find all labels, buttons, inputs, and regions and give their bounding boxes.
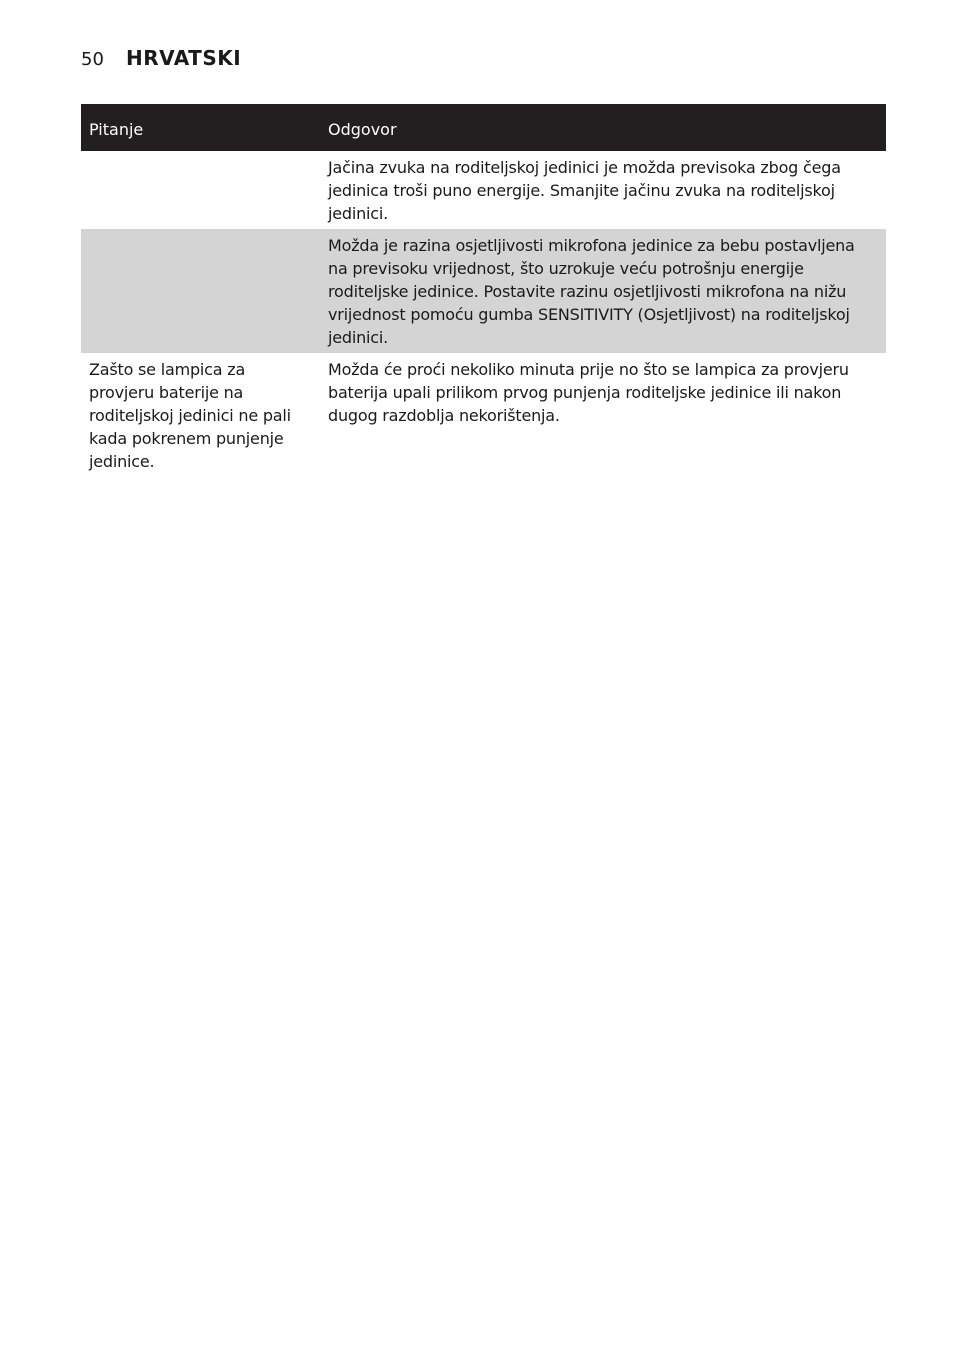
question-cell: Zašto se lampica za provjeru baterije na roditeljskoj jedinici ne pali kada pokrenem punjenje jedinice. — [89, 360, 291, 471]
page-number: 50 — [81, 49, 104, 70]
table-header-row — [81, 104, 886, 151]
question-cell — [81, 229, 320, 353]
page-header — [81, 46, 241, 70]
question-cell — [81, 151, 320, 229]
table-row — [81, 353, 886, 477]
table-body — [81, 151, 886, 477]
section-title: HRVATSKI — [126, 46, 242, 70]
answer-cell: Jačina zvuka na roditeljskoj jedinici je možda previsoka zbog čega jedinica troši puno energije. Smanjite jačinu zvuka na roditeljskoj jedinici. — [328, 158, 841, 223]
column-header-question: Pitanje — [81, 104, 320, 151]
table-header — [81, 104, 886, 151]
faq-table — [81, 104, 886, 477]
table-row — [81, 151, 886, 229]
table-row — [81, 229, 886, 353]
column-header-answer: Odgovor — [320, 104, 886, 151]
answer-cell: Možda će proći nekoliko minuta prije no što se lampica za provjeru baterija upali prilikom prvog punjenja roditeljske jedinice ili nakon dugog razdoblja nekorištenja. — [328, 360, 849, 425]
answer-cell: Možda je razina osjetljivosti mikrofona jedinice za bebu postavljena na previsoku vrijednost, što uzrokuje veću potrošnju energije roditeljske jedinice. Postavite razinu osjetljivosti mikrofona na nižu vrijednost pomoću gumba SENSITIVITY (Osjetljivost) na roditeljskoj jedinici. — [320, 229, 886, 353]
